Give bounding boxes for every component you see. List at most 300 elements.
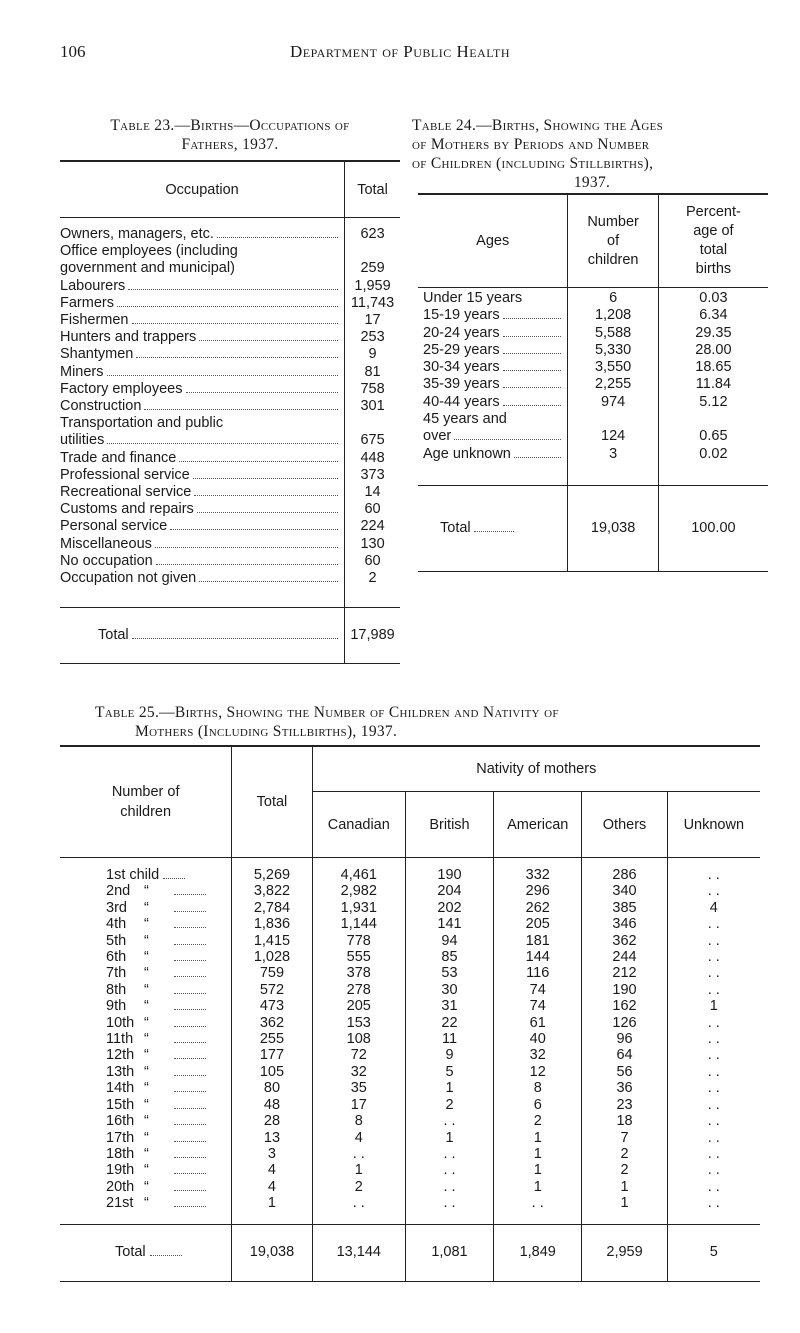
child-order-cell (60, 1047, 232, 1063)
others-value: 64 (582, 1047, 667, 1063)
child-order-cell (60, 1162, 232, 1178)
canadian-value: 205 (312, 998, 405, 1014)
unknown-value: 1 (709, 998, 718, 1015)
canadian-value: 17 (312, 1097, 405, 1113)
american-value: 181 (494, 933, 582, 949)
occupation-cell (60, 467, 345, 484)
number-of-children: 124 (568, 411, 658, 446)
others-value: 212 (582, 965, 667, 981)
child-order-cell (60, 858, 232, 884)
occupation-label: Customs and repairs (60, 501, 194, 518)
occupation-label: Professional service (60, 466, 190, 483)
occupation-label: Occupation not given (60, 570, 197, 587)
ditto-mark: “ (144, 1031, 149, 1048)
others-value: 244 (582, 949, 667, 965)
total-births: 105 (232, 1064, 312, 1080)
ditto-mark: “ (144, 1195, 149, 1212)
occupation-label: Farmers (60, 294, 114, 311)
child-order-label: 14th (106, 1080, 135, 1097)
others-value: 2 (582, 1146, 667, 1162)
table-row (60, 1031, 760, 1047)
page-header (60, 42, 740, 66)
occupation-label: Fishermen (60, 312, 129, 329)
table-23-total-row (60, 608, 400, 664)
occupation-label: Personal service (60, 518, 168, 535)
child-order-label: 6th (106, 949, 127, 966)
child-order-label: 16th (106, 1113, 135, 1130)
occupation-label: Factory employees (60, 380, 183, 397)
total-births: 1,836 (232, 916, 312, 932)
age-cell (418, 325, 568, 342)
british-value: 22 (405, 1015, 493, 1031)
occupation-total: 2 (368, 570, 377, 587)
total-label: Total (115, 1244, 146, 1261)
canadian-value: 1,144 (312, 916, 405, 932)
occupation-cell (60, 553, 345, 570)
canadian-value: 108 (312, 1031, 405, 1047)
total-births: 1,415 (232, 933, 312, 949)
age-label: Under 15 years (423, 290, 523, 306)
occupation-total: 675 (360, 432, 385, 449)
occupation-cell (60, 415, 345, 449)
total-value: 19,038 (232, 1224, 312, 1281)
table-row (60, 346, 400, 363)
ditto-mark: “ (144, 981, 149, 998)
table-row (60, 536, 400, 553)
table-row (418, 288, 768, 308)
canadian-value: 555 (312, 949, 405, 965)
child-order-label: 13th (106, 1063, 135, 1080)
child-order-cell (60, 1179, 232, 1195)
table-row (60, 900, 760, 916)
age-label: 45 years and (423, 411, 507, 428)
occupation-label: Miners (60, 363, 104, 380)
table-25-body (60, 858, 760, 1225)
others-value: 56 (582, 1064, 667, 1080)
total-number: 19,038 (568, 485, 658, 571)
table-24-mother-ages (418, 193, 768, 572)
table-25-caption: Table 25.—Births, Showing the Number of Children and Nativity of Mothers (Including Stillbirths), 1937. (95, 704, 559, 740)
table-row (60, 501, 400, 518)
american-value: 296 (494, 883, 582, 899)
column-header-canadian: Canadian (312, 792, 405, 858)
table-row (60, 450, 400, 467)
total-births: 13 (232, 1130, 312, 1146)
child-order-cell (60, 998, 232, 1014)
column-header-total: Total (345, 161, 400, 218)
unknown-value: . . (707, 932, 720, 949)
occupation-total: 11,743 (350, 294, 395, 311)
table-23-caption: Table 23.—Births—Occupations of Fathers, 1937. (110, 117, 350, 153)
age-label: 25-29 years (423, 341, 500, 358)
total-births: 572 (232, 982, 312, 998)
table-row (418, 446, 768, 486)
unknown-value: . . (707, 916, 720, 933)
table-row (60, 312, 400, 329)
british-value: 94 (405, 933, 493, 949)
occupation-cell (60, 484, 345, 501)
unknown-value: 4 (709, 899, 718, 916)
table-row (418, 411, 768, 446)
total-births: 3,822 (232, 883, 312, 899)
american-value: 1 (494, 1179, 582, 1195)
age-cell (418, 411, 568, 446)
table-row (60, 965, 760, 981)
child-order-cell (60, 1097, 232, 1113)
table-row (60, 1080, 760, 1096)
child-order-label: 4th (106, 916, 127, 933)
occupation-total: 14 (364, 484, 381, 501)
unknown-value: . . (707, 949, 720, 966)
occupation-cell (60, 518, 345, 535)
occupation-label: Recreational service (60, 484, 192, 501)
number-of-children: 3,550 (568, 359, 658, 376)
child-order-cell (60, 1064, 232, 1080)
unknown-value: . . (707, 1096, 720, 1113)
others-value: 23 (582, 1097, 667, 1113)
occupation-cell (60, 536, 345, 553)
unknown-value: . . (707, 1014, 720, 1031)
unknown-value: . . (707, 883, 720, 900)
occupation-total: 758 (360, 380, 385, 397)
occupation-label: Owners, managers, etc. (60, 226, 214, 242)
occupation-label: Office employees (including (60, 243, 238, 260)
others-value: 286 (582, 858, 667, 884)
table-23-body (60, 218, 400, 608)
ditto-mark: “ (144, 1080, 149, 1097)
child-order-label: 10th (106, 1014, 135, 1031)
others-value: 190 (582, 982, 667, 998)
occupation-total: 224 (360, 518, 385, 535)
total-births: 80 (232, 1080, 312, 1096)
child-order-cell (60, 1130, 232, 1146)
total-births: 177 (232, 1047, 312, 1063)
occupation-label: Miscellaneous (60, 535, 152, 552)
british-value: 190 (405, 858, 493, 884)
occupation-total: 253 (360, 329, 385, 346)
number-of-children: 3 (568, 446, 658, 486)
british-value: 141 (405, 916, 493, 932)
table-24-body (418, 288, 768, 486)
british-value: 11 (405, 1031, 493, 1047)
ditto-mark: “ (144, 1047, 149, 1064)
table-row (418, 394, 768, 411)
american-value: 74 (494, 998, 582, 1014)
child-order-label: 2nd (106, 883, 131, 900)
number-of-children: 5,330 (568, 342, 658, 359)
percentage-of-births: 18.65 (695, 359, 732, 376)
number-of-children: 974 (568, 394, 658, 411)
table-row (60, 484, 400, 501)
ditto-mark: “ (144, 1014, 149, 1031)
occupation-total: 259 (360, 260, 385, 277)
american-value: 1 (494, 1146, 582, 1162)
occupation-total: 623 (360, 226, 385, 242)
table-row (418, 342, 768, 359)
british-value: . . (405, 1162, 493, 1178)
british-value: 202 (405, 900, 493, 916)
child-order-label: 18th (106, 1145, 135, 1162)
canadian-value: 32 (312, 1064, 405, 1080)
table-row (60, 218, 400, 244)
total-american: 1,849 (494, 1224, 582, 1281)
total-british: 1,081 (405, 1224, 493, 1281)
occupation-label: government and municipal) (60, 260, 235, 277)
table-row (60, 364, 400, 381)
canadian-value: 4 (312, 1130, 405, 1146)
british-value: . . (405, 1113, 493, 1129)
table-row (60, 570, 400, 608)
total-births: 5,269 (232, 858, 312, 884)
child-order-label: 3rd (106, 899, 127, 916)
occupation-cell (60, 570, 345, 608)
canadian-value: . . (312, 1146, 405, 1162)
british-value: 204 (405, 883, 493, 899)
child-order-label: 17th (106, 1129, 135, 1146)
canadian-value: 153 (312, 1015, 405, 1031)
percentage-of-births: 0.65 (699, 428, 728, 445)
canadian-value: 4,461 (312, 858, 405, 884)
table-row (60, 415, 400, 449)
percentage-of-births: 0.02 (699, 445, 728, 462)
occupation-total: 373 (360, 466, 385, 483)
unknown-value: . . (707, 1063, 720, 1080)
age-label: 35-39 years (423, 376, 500, 393)
unknown-value: . . (707, 867, 720, 883)
british-value: 1 (405, 1080, 493, 1096)
total-label: Total (440, 519, 471, 536)
british-value: 85 (405, 949, 493, 965)
american-value: 205 (494, 916, 582, 932)
american-value: 116 (494, 965, 582, 981)
british-value: 2 (405, 1097, 493, 1113)
others-value: 385 (582, 900, 667, 916)
occupation-total: 17 (364, 312, 381, 329)
table-row (60, 1179, 760, 1195)
table-row (60, 1113, 760, 1129)
occupation-cell (60, 329, 345, 346)
age-label: over (423, 428, 452, 445)
child-order-cell (60, 883, 232, 899)
unknown-value: . . (707, 1080, 720, 1097)
others-value: 36 (582, 1080, 667, 1096)
canadian-value: 72 (312, 1047, 405, 1063)
occupation-label: Hunters and trappers (60, 329, 197, 346)
british-value: 53 (405, 965, 493, 981)
number-of-children: 5,588 (568, 325, 658, 342)
total-births: 4 (232, 1179, 312, 1195)
american-value: 332 (494, 858, 582, 884)
unknown-value: . . (707, 1178, 720, 1195)
american-value: 1 (494, 1130, 582, 1146)
ditto-mark: “ (144, 1178, 149, 1195)
occupation-cell (60, 218, 345, 244)
unknown-value: . . (707, 1047, 720, 1064)
table-row (60, 278, 400, 295)
child-order-cell (60, 1113, 232, 1129)
column-header-american: American (494, 792, 582, 858)
occupation-total: 60 (364, 552, 381, 569)
canadian-value: 278 (312, 982, 405, 998)
occupation-total: 130 (360, 535, 385, 552)
british-value: 1 (405, 1130, 493, 1146)
occupation-cell (60, 501, 345, 518)
occupation-total: 60 (364, 501, 381, 518)
american-value: 12 (494, 1064, 582, 1080)
child-order-cell (60, 1146, 232, 1162)
total-births: 48 (232, 1097, 312, 1113)
american-value: 32 (494, 1047, 582, 1063)
american-value: 2 (494, 1113, 582, 1129)
child-order-cell (60, 982, 232, 998)
child-order-cell (60, 916, 232, 932)
child-order-label: 20th (106, 1178, 135, 1195)
total-unknown: 5 (667, 1224, 760, 1281)
column-header-nativity: Nativity of mothers (312, 746, 760, 792)
american-value: 1 (494, 1162, 582, 1178)
unknown-value: . . (707, 1129, 720, 1146)
others-value: 126 (582, 1015, 667, 1031)
occupation-cell (60, 381, 345, 398)
ditto-mark: “ (144, 883, 149, 900)
others-value: 340 (582, 883, 667, 899)
total-label: Total (98, 627, 129, 644)
others-value: 1 (582, 1195, 667, 1224)
table-row (60, 982, 760, 998)
column-header-occupation: Occupation (60, 161, 345, 218)
canadian-value: 1 (312, 1162, 405, 1178)
others-value: 18 (582, 1113, 667, 1129)
american-value: 144 (494, 949, 582, 965)
total-births: 1,028 (232, 949, 312, 965)
child-order-cell (60, 949, 232, 965)
ditto-mark: “ (144, 1162, 149, 1179)
table-row (60, 518, 400, 535)
canadian-value: 378 (312, 965, 405, 981)
child-order-cell (60, 965, 232, 981)
occupation-cell (60, 346, 345, 363)
table-24-caption: Table 24.—Births, Showing the Ages of Mothers by Periods and Number of Children (including Stillbirths), 1937. (412, 117, 664, 191)
total-births: 362 (232, 1015, 312, 1031)
age-label: 30-34 years (423, 359, 500, 376)
british-value: 31 (405, 998, 493, 1014)
table-row (60, 329, 400, 346)
occupation-cell (60, 450, 345, 467)
total-births: 28 (232, 1113, 312, 1129)
age-label: 15-19 years (423, 307, 500, 324)
ditto-mark: “ (144, 932, 149, 949)
table-23-occupations (60, 160, 400, 664)
ditto-mark: “ (144, 1113, 149, 1130)
child-order-label: 19th (106, 1162, 135, 1179)
column-header-total: Total (232, 746, 312, 858)
column-header-british: British (405, 792, 493, 858)
page-number: 106 (60, 42, 86, 61)
table-row (60, 916, 760, 932)
occupation-label: Transportation and public (60, 415, 224, 432)
table-row (60, 1064, 760, 1080)
occupation-label: No occupation (60, 552, 153, 569)
unknown-value: . . (707, 1145, 720, 1162)
child-order-cell (60, 900, 232, 916)
table-row (60, 1097, 760, 1113)
total-births: 255 (232, 1031, 312, 1047)
occupation-cell (60, 295, 345, 312)
british-value: . . (405, 1179, 493, 1195)
british-value: 5 (405, 1064, 493, 1080)
total-value: 17,989 (345, 608, 400, 664)
american-value: 262 (494, 900, 582, 916)
occupation-total: 9 (368, 346, 377, 363)
percentage-of-births: 5.12 (699, 393, 728, 410)
others-value: 162 (582, 998, 667, 1014)
table-row (60, 998, 760, 1014)
percentage-of-births: 29.35 (695, 324, 732, 341)
british-value: . . (405, 1195, 493, 1224)
unknown-value: . . (707, 1162, 720, 1179)
american-value: 6 (494, 1097, 582, 1113)
others-value: 7 (582, 1130, 667, 1146)
canadian-value: 35 (312, 1080, 405, 1096)
total-births: 2,784 (232, 900, 312, 916)
table-row (60, 553, 400, 570)
occupation-cell (60, 398, 345, 415)
table-row (418, 307, 768, 324)
others-value: 346 (582, 916, 667, 932)
occupation-label: Trade and finance (60, 449, 177, 466)
occupation-label: Labourers (60, 277, 126, 294)
canadian-value: . . (312, 1195, 405, 1224)
number-of-children: 2,255 (568, 376, 658, 393)
canadian-value: 8 (312, 1113, 405, 1129)
percentage-of-births: 11.84 (695, 376, 732, 393)
table-row (60, 1130, 760, 1146)
occupation-total: 448 (360, 449, 385, 466)
column-header-percentage: Percent- age of total births (658, 194, 768, 288)
unknown-value: . . (707, 1195, 720, 1212)
age-cell (418, 446, 568, 486)
age-label: Age unknown (423, 445, 511, 462)
occupation-label: Shantymen (60, 346, 134, 363)
british-value: . . (405, 1146, 493, 1162)
child-order-label: 15th (106, 1096, 135, 1113)
child-order-cell (60, 1031, 232, 1047)
ditto-mark: “ (144, 916, 149, 933)
occupation-label: utilities (60, 432, 105, 449)
child-order-cell (60, 1195, 232, 1224)
table-24-total-row (418, 485, 768, 571)
table-row (418, 359, 768, 376)
ditto-mark: “ (144, 1145, 149, 1162)
percentage-of-births: 6.34 (699, 307, 728, 324)
ditto-mark: “ (144, 1129, 149, 1146)
age-cell (418, 394, 568, 411)
table-row (60, 295, 400, 312)
others-value: 362 (582, 933, 667, 949)
canadian-value: 2 (312, 1179, 405, 1195)
table-25-total-row (60, 1224, 760, 1281)
ditto-mark: “ (144, 949, 149, 966)
canadian-value: 1,931 (312, 900, 405, 916)
table-row (60, 243, 400, 277)
child-order-cell (60, 1015, 232, 1031)
total-births: 3 (232, 1146, 312, 1162)
canadian-value: 2,982 (312, 883, 405, 899)
child-order-label: 11th (106, 1031, 134, 1048)
child-order-cell (60, 933, 232, 949)
column-header-number-of-children: Number of children (60, 746, 232, 858)
table-row (418, 376, 768, 393)
